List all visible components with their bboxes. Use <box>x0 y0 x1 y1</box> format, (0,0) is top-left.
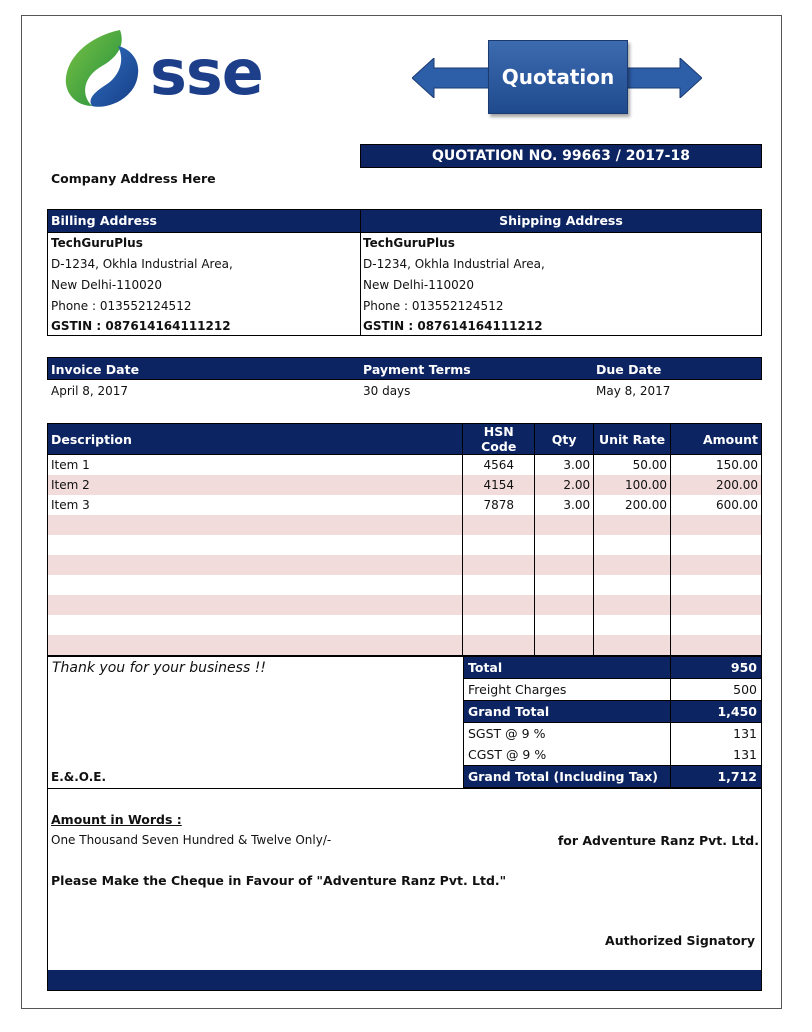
cell-amount: 150.00 <box>671 455 762 476</box>
billing-name: TechGuruPlus <box>51 236 143 250</box>
table-row <box>48 455 762 476</box>
thanks-note: Thank you for your business !! <box>52 660 266 676</box>
shipping-name: TechGuruPlus <box>363 236 455 250</box>
billing-gstin: GSTIN : 087614164111212 <box>51 319 231 333</box>
cell-hsn: 4564 <box>463 455 535 476</box>
empty-row <box>48 555 762 575</box>
items-header-row <box>48 424 762 455</box>
empty-row <box>48 515 762 535</box>
company-address: Company Address Here <box>51 171 216 186</box>
cgst-value: 131 <box>671 744 762 766</box>
total-value: 950 <box>671 657 762 679</box>
shipping-line2: New Delhi-110020 <box>363 278 475 292</box>
logo-text: sse <box>150 36 263 109</box>
cell-unit-rate: 100.00 <box>594 475 671 495</box>
empty-row <box>48 575 762 595</box>
table-row <box>48 475 762 495</box>
cell-hsn: 7878 <box>463 495 535 515</box>
cell-unit-rate: 200.00 <box>594 495 671 515</box>
cell-amount: 600.00 <box>671 495 762 515</box>
grand-total-tax-row <box>464 766 762 788</box>
authorized-signatory: Authorized Signatory <box>605 933 755 948</box>
grand-total-value: 1,450 <box>671 701 762 723</box>
billing-line1: D-1234, Okhla Industrial Area, <box>51 257 233 271</box>
cheque-note: Please Make the Cheque in Favour of "Adventure Ranz Pvt. Ltd." <box>51 873 507 888</box>
grand-total-row <box>464 701 762 723</box>
cell-amount: 200.00 <box>671 475 762 495</box>
freight-value: 500 <box>671 679 762 701</box>
grand-total-tax-value: 1,712 <box>671 766 762 788</box>
col-amount: Amount <box>671 424 762 455</box>
total-label: Total <box>464 657 671 679</box>
payment-terms: 30 days <box>363 384 411 398</box>
amount-words: One Thousand Seven Hundred & Twelve Only/- <box>51 833 332 847</box>
cell-qty: 3.00 <box>535 455 594 476</box>
freight-label: Freight Charges <box>464 679 671 701</box>
shipping-phone: Phone : 013552124512 <box>363 299 504 313</box>
items-table <box>47 423 762 656</box>
grand-total-label: Grand Total <box>464 701 671 723</box>
cgst-label: CGST @ 9 % <box>464 744 671 766</box>
shipping-gstin: GSTIN : 087614164111212 <box>363 319 543 333</box>
empty-row <box>48 615 762 635</box>
shipping-line1: D-1234, Okhla Industrial Area, <box>363 257 545 271</box>
left-arrow-icon <box>412 58 492 98</box>
invoice-date-label: Invoice Date <box>51 362 140 377</box>
sgst-value: 131 <box>671 723 762 745</box>
payment-terms-label: Payment Terms <box>363 362 471 377</box>
cell-hsn: 4154 <box>463 475 535 495</box>
cell-description: Item 2 <box>48 475 463 495</box>
totals-table <box>463 656 762 788</box>
grand-total-tax-label: Grand Total (Including Tax) <box>464 766 671 788</box>
col-unit-rate: Unit Rate <box>594 424 671 455</box>
col-description: Description <box>48 424 463 455</box>
freight-row <box>464 679 762 701</box>
col-qty: Qty <box>535 424 594 455</box>
billing-title: Billing Address <box>51 213 157 228</box>
invoice-date: April 8, 2017 <box>51 384 129 398</box>
cell-qty: 3.00 <box>535 495 594 515</box>
cell-description: Item 1 <box>48 455 463 476</box>
shipping-title: Shipping Address <box>499 213 623 228</box>
col-hsn: HSN Code <box>463 424 535 455</box>
billing-phone: Phone : 013552124512 <box>51 299 192 313</box>
billing-line2: New Delhi-110020 <box>51 278 163 292</box>
terms-header <box>47 357 762 380</box>
empty-row <box>48 595 762 615</box>
eoe-note: E.&.O.E. <box>51 770 107 784</box>
cgst-row <box>464 744 762 766</box>
quotation-banner: Quotation <box>488 40 628 114</box>
empty-row <box>48 635 762 656</box>
total-row <box>464 657 762 679</box>
quotation-number: QUOTATION NO. 99663 / 2017-18 <box>360 144 762 168</box>
sgst-label: SGST @ 9 % <box>464 723 671 745</box>
cell-qty: 2.00 <box>535 475 594 495</box>
footer-bar <box>48 970 761 990</box>
due-date-label: Due Date <box>596 362 662 377</box>
empty-row <box>48 535 762 555</box>
cell-description: Item 3 <box>48 495 463 515</box>
right-arrow-icon <box>622 58 702 98</box>
sgst-row <box>464 723 762 745</box>
amount-words-label: Amount in Words : <box>51 812 182 827</box>
for-company: for Adventure Ranz Pvt. Ltd. <box>557 833 759 848</box>
address-block <box>47 209 762 336</box>
due-date: May 8, 2017 <box>596 384 671 398</box>
table-row <box>48 495 762 515</box>
sse-logo-icon <box>62 28 142 122</box>
cell-unit-rate: 50.00 <box>594 455 671 476</box>
